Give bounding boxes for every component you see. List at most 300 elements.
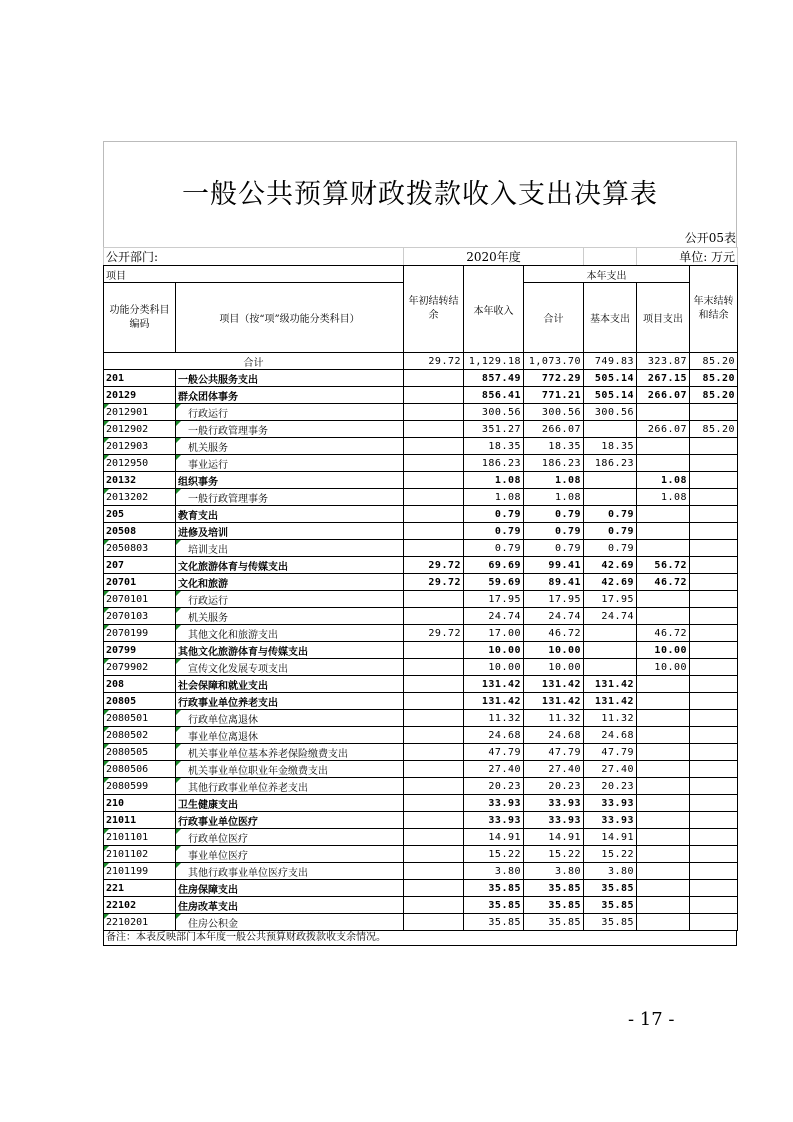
row-code: 2012902 (104, 421, 176, 438)
row-name: 住房改革支出 (176, 897, 404, 914)
row-opening (404, 812, 464, 829)
row-basic: 0.79 (584, 523, 637, 540)
row-opening (404, 778, 464, 795)
row-total: 771.21 (524, 387, 584, 404)
row-total: 33.93 (524, 795, 584, 812)
row-total: 89.41 (524, 574, 584, 591)
row-name: 行政事业单位养老支出 (176, 693, 404, 710)
row-opening (404, 846, 464, 863)
row-income: 18.35 (464, 438, 524, 455)
row-name: 事业单位医疗 (176, 846, 404, 863)
row-name: 宣传文化发展专项支出 (176, 659, 404, 676)
row-income: 59.69 (464, 574, 524, 591)
row-opening (404, 455, 464, 472)
row-name: 其他行政事业单位医疗支出 (176, 863, 404, 880)
row-name: 行政单位医疗 (176, 829, 404, 846)
row-closing (690, 863, 738, 880)
row-project (637, 608, 690, 625)
row-closing (690, 438, 738, 455)
row-project (637, 863, 690, 880)
row-total: 1.08 (524, 472, 584, 489)
row-total: 10.00 (524, 642, 584, 659)
row-basic: 35.85 (584, 897, 637, 914)
row-project: 1.08 (637, 489, 690, 506)
row-closing (690, 778, 738, 795)
row-basic: 42.69 (584, 557, 637, 574)
row-income: 24.74 (464, 608, 524, 625)
row-income: 20.23 (464, 778, 524, 795)
table-row (104, 574, 738, 591)
row-opening (404, 710, 464, 727)
row-opening (404, 523, 464, 540)
row-closing (690, 846, 738, 863)
row-name: 事业单位离退休 (176, 727, 404, 744)
header-closing: 年末结转和结余 (690, 266, 738, 353)
row-closing (690, 506, 738, 523)
row-code: 2012903 (104, 438, 176, 455)
row-opening (404, 676, 464, 693)
row-code: 207 (104, 557, 176, 574)
row-project: 1.08 (637, 472, 690, 489)
row-code: 2080501 (104, 710, 176, 727)
row-code: 221 (104, 880, 176, 897)
table-row (104, 455, 738, 472)
row-code: 201 (104, 370, 176, 387)
row-income: 3.80 (464, 863, 524, 880)
row-closing (690, 523, 738, 540)
row-closing (690, 727, 738, 744)
row-project (637, 761, 690, 778)
report-sheet (103, 141, 737, 946)
row-closing (690, 625, 738, 642)
table-row (104, 812, 738, 829)
row-code: 2012950 (104, 455, 176, 472)
row-opening (404, 659, 464, 676)
row-total: 300.56 (524, 404, 584, 421)
row-code: 2080502 (104, 727, 176, 744)
total-basic: 749.83 (584, 353, 637, 370)
row-code: 2079902 (104, 659, 176, 676)
report-title: 一般公共预算财政拨款收入支出决算表 (182, 179, 658, 210)
row-closing (690, 812, 738, 829)
row-income: 300.56 (464, 404, 524, 421)
row-total: 47.79 (524, 744, 584, 761)
total-total: 1,073.70 (524, 353, 584, 370)
row-opening (404, 421, 464, 438)
row-project (637, 812, 690, 829)
row-basic: 15.22 (584, 846, 637, 863)
row-code: 210 (104, 795, 176, 812)
row-name: 机关事业单位职业年金缴费支出 (176, 761, 404, 778)
row-basic: 0.79 (584, 540, 637, 557)
row-income: 857.49 (464, 370, 524, 387)
row-project (637, 693, 690, 710)
row-opening: 29.72 (404, 574, 464, 591)
row-income: 186.23 (464, 455, 524, 472)
row-project (637, 846, 690, 863)
row-basic: 131.42 (584, 676, 637, 693)
table-row (104, 438, 738, 455)
table-row (104, 761, 738, 778)
row-income: 27.40 (464, 761, 524, 778)
row-basic: 33.93 (584, 795, 637, 812)
table-row (104, 744, 738, 761)
table-row (104, 523, 738, 540)
row-total: 20.23 (524, 778, 584, 795)
row-opening (404, 506, 464, 523)
row-name: 社会保障和就业支出 (176, 676, 404, 693)
row-basic: 17.95 (584, 591, 637, 608)
row-code: 208 (104, 676, 176, 693)
row-total: 18.35 (524, 438, 584, 455)
table-row (104, 506, 738, 523)
table-row (104, 778, 738, 795)
table-row (104, 642, 738, 659)
row-closing (690, 744, 738, 761)
row-name: 机关服务 (176, 608, 404, 625)
table-row (104, 693, 738, 710)
row-code: 2101101 (104, 829, 176, 846)
row-opening (404, 914, 464, 931)
row-project (637, 591, 690, 608)
row-opening (404, 761, 464, 778)
row-income: 24.68 (464, 727, 524, 744)
row-basic: 35.85 (584, 880, 637, 897)
row-basic (584, 489, 637, 506)
row-income: 10.00 (464, 642, 524, 659)
row-code: 20805 (104, 693, 176, 710)
table-row (104, 914, 738, 931)
row-total: 0.79 (524, 540, 584, 557)
row-code: 2070103 (104, 608, 176, 625)
table-row (104, 795, 738, 812)
row-opening (404, 608, 464, 625)
row-total: 131.42 (524, 676, 584, 693)
total-income: 1,129.18 (464, 353, 524, 370)
row-income: 351.27 (464, 421, 524, 438)
row-name: 机关事业单位基本养老保险缴费支出 (176, 744, 404, 761)
row-opening (404, 744, 464, 761)
row-closing (690, 608, 738, 625)
row-project: 10.00 (637, 659, 690, 676)
row-basic: 186.23 (584, 455, 637, 472)
row-project (637, 795, 690, 812)
row-project: 267.15 (637, 370, 690, 387)
row-basic: 24.68 (584, 727, 637, 744)
row-basic: 300.56 (584, 404, 637, 421)
table-row (104, 846, 738, 863)
row-closing (690, 659, 738, 676)
row-basic (584, 421, 637, 438)
row-name: 住房公积金 (176, 914, 404, 931)
budget-table (103, 247, 738, 931)
row-code: 205 (104, 506, 176, 523)
row-total: 33.93 (524, 812, 584, 829)
row-project (637, 880, 690, 897)
row-total: 0.79 (524, 506, 584, 523)
row-name: 群众团体事务 (176, 387, 404, 404)
row-basic: 24.74 (584, 608, 637, 625)
row-code: 2070199 (104, 625, 176, 642)
row-project (637, 676, 690, 693)
row-total: 46.72 (524, 625, 584, 642)
unit-label: 单位: 万元 (637, 248, 738, 266)
row-code: 20701 (104, 574, 176, 591)
row-opening (404, 642, 464, 659)
header-total: 合计 (524, 283, 584, 353)
row-income: 33.93 (464, 795, 524, 812)
row-total: 1.08 (524, 489, 584, 506)
row-income: 35.85 (464, 897, 524, 914)
row-project (637, 778, 690, 795)
row-code: 2080506 (104, 761, 176, 778)
row-closing (690, 710, 738, 727)
row-total: 10.00 (524, 659, 584, 676)
row-income: 17.00 (464, 625, 524, 642)
row-name: 组织事务 (176, 472, 404, 489)
row-basic: 3.80 (584, 863, 637, 880)
table-row (104, 370, 738, 387)
table-row (104, 489, 738, 506)
row-project (637, 914, 690, 931)
row-income: 35.85 (464, 914, 524, 931)
row-total: 0.79 (524, 523, 584, 540)
row-total: 17.95 (524, 591, 584, 608)
row-total: 186.23 (524, 455, 584, 472)
table-row (104, 421, 738, 438)
row-name: 文化和旅游 (176, 574, 404, 591)
header-current-expense: 本年支出 (524, 266, 690, 283)
row-project (637, 710, 690, 727)
row-project: 46.72 (637, 574, 690, 591)
row-code: 2210201 (104, 914, 176, 931)
row-opening (404, 370, 464, 387)
row-name: 事业运行 (176, 455, 404, 472)
row-opening (404, 795, 464, 812)
row-code: 20132 (104, 472, 176, 489)
total-project: 323.87 (637, 353, 690, 370)
table-row (104, 404, 738, 421)
row-income: 47.79 (464, 744, 524, 761)
data-rows (104, 370, 738, 931)
table-row (104, 897, 738, 914)
header-item: 项目 (104, 266, 404, 283)
row-opening (404, 387, 464, 404)
row-project (637, 404, 690, 421)
row-project (637, 744, 690, 761)
row-opening (404, 897, 464, 914)
title-area (103, 141, 737, 230)
row-income: 17.95 (464, 591, 524, 608)
row-income: 0.79 (464, 540, 524, 557)
row-name: 培训支出 (176, 540, 404, 557)
row-basic (584, 625, 637, 642)
header-project: 项目支出 (637, 283, 690, 353)
row-opening: 29.72 (404, 625, 464, 642)
row-code: 2013202 (104, 489, 176, 506)
row-project: 10.00 (637, 642, 690, 659)
row-name: 一般公共服务支出 (176, 370, 404, 387)
header-basic: 基本支出 (584, 283, 637, 353)
row-basic: 20.23 (584, 778, 637, 795)
row-income: 0.79 (464, 523, 524, 540)
row-closing (690, 455, 738, 472)
row-project (637, 506, 690, 523)
row-opening (404, 693, 464, 710)
row-closing (690, 676, 738, 693)
row-closing (690, 914, 738, 931)
row-total: 3.80 (524, 863, 584, 880)
row-name: 其他行政事业单位养老支出 (176, 778, 404, 795)
row-income: 14.91 (464, 829, 524, 846)
row-project (637, 455, 690, 472)
row-basic: 505.14 (584, 370, 637, 387)
row-closing (690, 642, 738, 659)
row-name: 其他文化和旅游支出 (176, 625, 404, 642)
row-project (637, 829, 690, 846)
row-basic: 14.91 (584, 829, 637, 846)
row-code: 20799 (104, 642, 176, 659)
row-opening (404, 863, 464, 880)
row-opening (404, 472, 464, 489)
row-name: 一般行政管理事务 (176, 489, 404, 506)
row-total: 24.74 (524, 608, 584, 625)
row-name: 卫生健康支出 (176, 795, 404, 812)
row-closing (690, 540, 738, 557)
row-code: 20129 (104, 387, 176, 404)
row-opening (404, 880, 464, 897)
row-closing (690, 880, 738, 897)
row-code: 22102 (104, 897, 176, 914)
row-income: 131.42 (464, 693, 524, 710)
table-id: 公开05表 (103, 230, 737, 247)
row-closing (690, 761, 738, 778)
row-total: 14.91 (524, 829, 584, 846)
table-row (104, 880, 738, 897)
row-name: 行政单位离退休 (176, 710, 404, 727)
row-closing (690, 489, 738, 506)
row-project: 56.72 (637, 557, 690, 574)
row-income: 856.41 (464, 387, 524, 404)
row-basic: 35.85 (584, 914, 637, 931)
table-row (104, 676, 738, 693)
row-total: 24.68 (524, 727, 584, 744)
row-opening (404, 540, 464, 557)
row-total: 11.32 (524, 710, 584, 727)
table-row (104, 557, 738, 574)
row-closing (690, 574, 738, 591)
row-code: 2080505 (104, 744, 176, 761)
row-name: 行政事业单位医疗 (176, 812, 404, 829)
total-closing: 85.20 (690, 353, 738, 370)
header-name: 项目（按“项”级功能分类科目） (176, 283, 404, 353)
row-name: 进修及培训 (176, 523, 404, 540)
row-code: 2101199 (104, 863, 176, 880)
row-basic (584, 472, 637, 489)
row-closing (690, 557, 738, 574)
table-row (104, 829, 738, 846)
row-name: 行政运行 (176, 404, 404, 421)
row-basic: 27.40 (584, 761, 637, 778)
row-basic (584, 659, 637, 676)
table-row (104, 710, 738, 727)
row-basic: 131.42 (584, 693, 637, 710)
row-income: 0.79 (464, 506, 524, 523)
row-code: 2070101 (104, 591, 176, 608)
row-closing (690, 591, 738, 608)
row-project (637, 897, 690, 914)
row-closing (690, 693, 738, 710)
footnote: 备注：本表反映部门本年度一般公共预算财政拨款收支余情况。 (103, 931, 737, 946)
row-basic: 505.14 (584, 387, 637, 404)
row-total: 99.41 (524, 557, 584, 574)
table-row (104, 540, 738, 557)
row-opening (404, 591, 464, 608)
row-project (637, 523, 690, 540)
table-row (104, 659, 738, 676)
total-row (104, 353, 738, 370)
row-total: 131.42 (524, 693, 584, 710)
page-number: - 17 - (628, 1009, 675, 1030)
header-opening: 年初结转结余 (404, 266, 464, 353)
meta-row (104, 248, 738, 266)
row-closing: 85.20 (690, 387, 738, 404)
row-total: 35.85 (524, 897, 584, 914)
row-income: 1.08 (464, 472, 524, 489)
row-name: 教育支出 (176, 506, 404, 523)
row-opening (404, 727, 464, 744)
dept-label: 公开部门: (104, 248, 404, 266)
row-basic: 33.93 (584, 812, 637, 829)
row-total: 35.85 (524, 880, 584, 897)
year-label: 2020年度 (404, 248, 584, 266)
row-code: 2101102 (104, 846, 176, 863)
row-closing: 85.20 (690, 421, 738, 438)
row-project: 46.72 (637, 625, 690, 642)
row-basic: 47.79 (584, 744, 637, 761)
row-closing (690, 404, 738, 421)
header-row-1 (104, 266, 738, 283)
row-name: 住房保障支出 (176, 880, 404, 897)
header-income: 本年收入 (464, 266, 524, 353)
table-row (104, 727, 738, 744)
row-name: 文化旅游体育与传媒支出 (176, 557, 404, 574)
row-project (637, 438, 690, 455)
row-closing (690, 829, 738, 846)
row-opening: 29.72 (404, 557, 464, 574)
table-row (104, 625, 738, 642)
row-closing (690, 472, 738, 489)
row-income: 11.32 (464, 710, 524, 727)
row-basic (584, 642, 637, 659)
row-income: 10.00 (464, 659, 524, 676)
total-label: 合计 (104, 353, 404, 370)
row-code: 21011 (104, 812, 176, 829)
row-opening (404, 438, 464, 455)
table-row (104, 387, 738, 404)
row-project (637, 540, 690, 557)
row-opening (404, 829, 464, 846)
table-row (104, 472, 738, 489)
row-total: 27.40 (524, 761, 584, 778)
row-income: 69.69 (464, 557, 524, 574)
row-income: 35.85 (464, 880, 524, 897)
row-income: 33.93 (464, 812, 524, 829)
row-total: 35.85 (524, 914, 584, 931)
row-name: 一般行政管理事务 (176, 421, 404, 438)
row-name: 行政运行 (176, 591, 404, 608)
row-project (637, 727, 690, 744)
